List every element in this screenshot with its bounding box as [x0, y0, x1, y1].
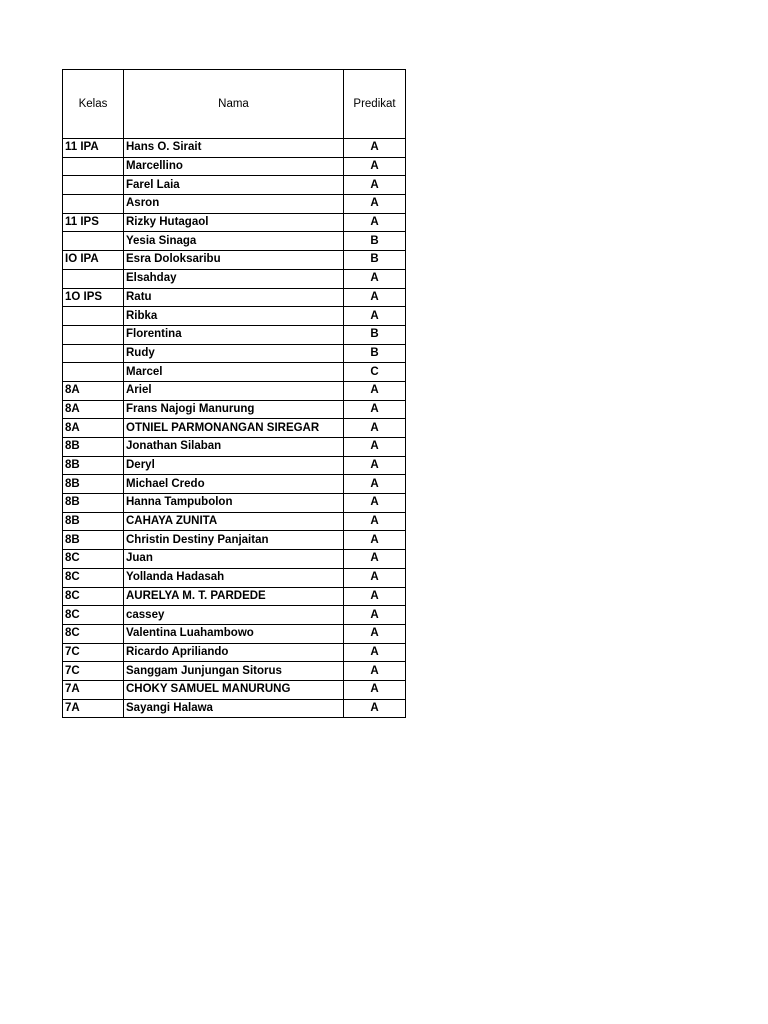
- cell-nama: OTNIEL PARMONANGAN SIREGAR: [124, 419, 344, 438]
- table-header-row: [63, 70, 406, 139]
- cell-predikat: A: [344, 288, 406, 307]
- table-row: [63, 176, 406, 195]
- cell-nama: Ricardo Apriliando: [124, 643, 344, 662]
- cell-predikat: A: [344, 662, 406, 681]
- cell-nama: Marcel: [124, 363, 344, 382]
- cell-predikat: A: [344, 606, 406, 625]
- cell-kelas: 1O IPS: [63, 288, 124, 307]
- cell-nama: Sayangi Halawa: [124, 699, 344, 718]
- table-row: [63, 494, 406, 513]
- cell-predikat: A: [344, 307, 406, 326]
- cell-predikat: A: [344, 213, 406, 232]
- cell-nama: Juan: [124, 550, 344, 569]
- table-row: [63, 325, 406, 344]
- cell-kelas: 8B: [63, 475, 124, 494]
- cell-kelas: 11 IPA: [63, 139, 124, 158]
- cell-predikat: A: [344, 512, 406, 531]
- cell-nama: Farel Laia: [124, 176, 344, 195]
- cell-predikat: A: [344, 587, 406, 606]
- header-nama: Nama: [124, 70, 344, 139]
- cell-predikat: A: [344, 176, 406, 195]
- table-row: [63, 606, 406, 625]
- cell-kelas: 8C: [63, 587, 124, 606]
- table-row: [63, 587, 406, 606]
- cell-predikat: A: [344, 438, 406, 457]
- cell-nama: Florentina: [124, 325, 344, 344]
- cell-predikat: A: [344, 475, 406, 494]
- cell-predikat: A: [344, 456, 406, 475]
- cell-kelas: IO IPA: [63, 251, 124, 270]
- cell-nama: Christin Destiny Panjaitan: [124, 531, 344, 550]
- cell-nama: Asron: [124, 195, 344, 214]
- cell-kelas: 7A: [63, 699, 124, 718]
- cell-kelas: 8B: [63, 531, 124, 550]
- cell-kelas: [63, 232, 124, 251]
- cell-nama: AURELYA M. T. PARDEDE: [124, 587, 344, 606]
- cell-nama: Ariel: [124, 381, 344, 400]
- table-row: [63, 475, 406, 494]
- cell-predikat: B: [344, 232, 406, 251]
- cell-predikat: B: [344, 325, 406, 344]
- table-row: [63, 363, 406, 382]
- table-row: [63, 139, 406, 158]
- table-row: [63, 531, 406, 550]
- cell-kelas: [63, 363, 124, 382]
- cell-kelas: [63, 176, 124, 195]
- cell-predikat: C: [344, 363, 406, 382]
- table-row: [63, 400, 406, 419]
- cell-nama: Rizky Hutagaol: [124, 213, 344, 232]
- table-row: [63, 157, 406, 176]
- cell-kelas: 8A: [63, 381, 124, 400]
- table-row: [63, 232, 406, 251]
- cell-nama: Ribka: [124, 307, 344, 326]
- cell-predikat: A: [344, 624, 406, 643]
- table-row: [63, 550, 406, 569]
- cell-kelas: 8C: [63, 624, 124, 643]
- cell-kelas: [63, 307, 124, 326]
- cell-nama: Frans Najogi Manurung: [124, 400, 344, 419]
- table-row: [63, 213, 406, 232]
- cell-nama: CHOKY SAMUEL MANURUNG: [124, 680, 344, 699]
- cell-nama: Michael Credo: [124, 475, 344, 494]
- cell-nama: Esra Doloksaribu: [124, 251, 344, 270]
- cell-kelas: 8C: [63, 606, 124, 625]
- table-row: [63, 251, 406, 270]
- table-row: [63, 624, 406, 643]
- cell-predikat: A: [344, 699, 406, 718]
- cell-nama: Elsahday: [124, 269, 344, 288]
- cell-nama: Sanggam Junjungan Sitorus: [124, 662, 344, 681]
- cell-predikat: A: [344, 139, 406, 158]
- cell-kelas: 7C: [63, 643, 124, 662]
- cell-kelas: [63, 157, 124, 176]
- table-row: [63, 568, 406, 587]
- cell-nama: Rudy: [124, 344, 344, 363]
- cell-kelas: 8B: [63, 438, 124, 457]
- cell-predikat: A: [344, 195, 406, 214]
- cell-kelas: [63, 344, 124, 363]
- cell-predikat: A: [344, 157, 406, 176]
- cell-predikat: A: [344, 568, 406, 587]
- cell-kelas: [63, 325, 124, 344]
- cell-kelas: 7A: [63, 680, 124, 699]
- table-row: [63, 680, 406, 699]
- table-row: [63, 699, 406, 718]
- cell-nama: Jonathan Silaban: [124, 438, 344, 457]
- cell-predikat: B: [344, 344, 406, 363]
- cell-predikat: A: [344, 269, 406, 288]
- table-row: [63, 512, 406, 531]
- cell-nama: Deryl: [124, 456, 344, 475]
- cell-nama: Yesia Sinaga: [124, 232, 344, 251]
- cell-predikat: A: [344, 531, 406, 550]
- cell-predikat: B: [344, 251, 406, 270]
- header-predikat: Predikat: [344, 70, 406, 139]
- table-row: [63, 643, 406, 662]
- cell-kelas: [63, 195, 124, 214]
- table-row: [63, 662, 406, 681]
- cell-kelas: 8C: [63, 568, 124, 587]
- cell-predikat: A: [344, 400, 406, 419]
- cell-predikat: A: [344, 419, 406, 438]
- cell-nama: Yollanda Hadasah: [124, 568, 344, 587]
- table-row: [63, 288, 406, 307]
- table-row: [63, 419, 406, 438]
- table-row: [63, 381, 406, 400]
- cell-nama: Hanna Tampubolon: [124, 494, 344, 513]
- cell-nama: Hans O. Sirait: [124, 139, 344, 158]
- cell-kelas: 11 IPS: [63, 213, 124, 232]
- spreadsheet-page: [62, 69, 406, 718]
- cell-nama: Ratu: [124, 288, 344, 307]
- table-row: [63, 344, 406, 363]
- table-row: [63, 438, 406, 457]
- cell-kelas: 8B: [63, 456, 124, 475]
- grade-table: [62, 69, 406, 718]
- cell-kelas: [63, 269, 124, 288]
- table-row: [63, 195, 406, 214]
- cell-kelas: 7C: [63, 662, 124, 681]
- table-row: [63, 269, 406, 288]
- cell-predikat: A: [344, 381, 406, 400]
- cell-nama: cassey: [124, 606, 344, 625]
- cell-predikat: A: [344, 643, 406, 662]
- cell-nama: Valentina Luahambowo: [124, 624, 344, 643]
- cell-kelas: 8A: [63, 419, 124, 438]
- cell-kelas: 8B: [63, 512, 124, 531]
- cell-kelas: 8B: [63, 494, 124, 513]
- cell-kelas: 8C: [63, 550, 124, 569]
- table-row: [63, 307, 406, 326]
- header-kelas: Kelas: [63, 70, 124, 139]
- cell-nama: CAHAYA ZUNITA: [124, 512, 344, 531]
- table-row: [63, 456, 406, 475]
- cell-kelas: 8A: [63, 400, 124, 419]
- cell-predikat: A: [344, 680, 406, 699]
- cell-predikat: A: [344, 550, 406, 569]
- cell-predikat: A: [344, 494, 406, 513]
- cell-nama: Marcellino: [124, 157, 344, 176]
- table-body: [63, 139, 406, 718]
